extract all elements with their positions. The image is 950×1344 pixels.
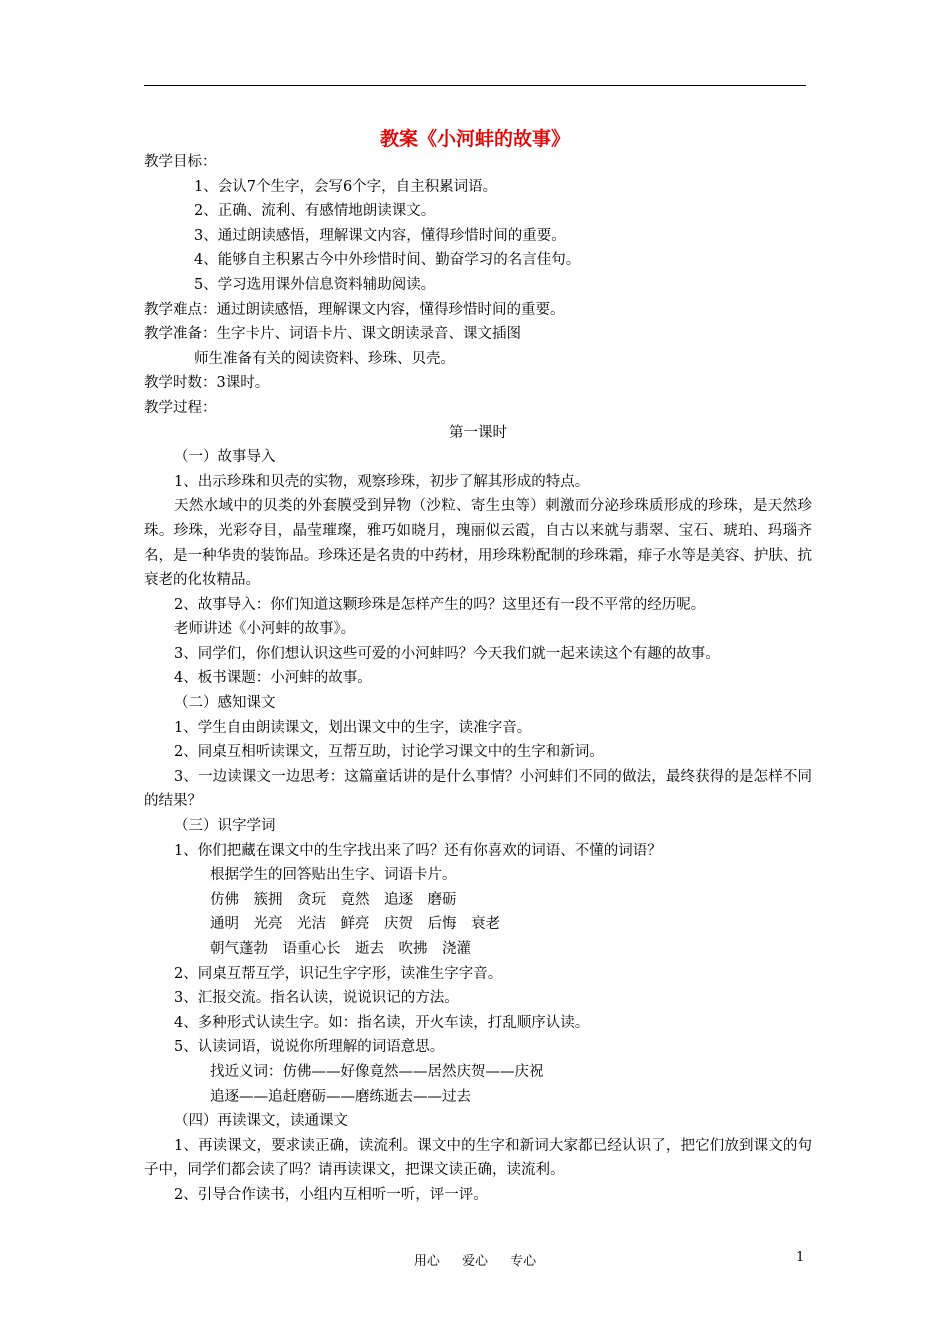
page-footer xyxy=(0,1250,950,1272)
text-line: （四）再读课文，读通课文 xyxy=(174,1113,348,1130)
text-line: （三）识字学词 xyxy=(174,818,276,835)
text-line: 第一课时 xyxy=(449,424,507,441)
footer-word-3: 专心 xyxy=(510,1254,537,1269)
text-line: 4、板书课题：小河蚌的故事。 xyxy=(174,670,372,687)
text-line: 4、能够自主积累古今中外珍惜时间、勤奋学习的名言佳句。 xyxy=(194,252,581,269)
footer-motto xyxy=(0,1250,950,1269)
footer-word-2: 爱心 xyxy=(461,1254,488,1269)
text-line: 3、汇报交流。指名认读，说说识记的方法。 xyxy=(174,990,459,1007)
text-line: 教学目标： xyxy=(144,154,217,170)
text-line: 天然水域中的贝类的外套膜受到异物（沙粒、寄生虫等）刺激而分泌珍珠质形成的珍珠，是天然珍珠。珍珠，光彩夺目，晶莹璀璨，雅巧如晓月，瑰丽似云霞，自古以来就与翡翠、宝石、琥珀、玛瑙齐名，是一种华贵的装饰品。珍珠还是名贵的中药材，用珍珠粉配制的珍珠霜，痱子水等是美容、护肤、抗衰老的化妆精品。 xyxy=(144,498,812,589)
text-line: 1、再读课文，要求读正确，读流利。课文中的生字和新词大家都已经认识了，把它们放到课文的句子中，同学们都会读了吗？请再读课文，把课文读正确，读流利。 xyxy=(144,1137,812,1179)
header-rule xyxy=(144,85,806,86)
text-line: 老师讲述《小河蚌的故事》。 xyxy=(174,621,356,638)
text-line: 根据学生的回答贴出生字、词语卡片。 xyxy=(210,867,457,884)
text-line: 教学过程： xyxy=(144,399,217,416)
text-line: （二）感知课文 xyxy=(174,695,276,712)
text-line: 教学时数：3课时。 xyxy=(144,375,270,392)
footer-word-1: 用心 xyxy=(413,1254,440,1269)
text-line: 仿佛 簇拥 贪玩 竟然 追逐 磨砺 xyxy=(210,891,457,908)
text-line: 2、同桌互相听读课文，互帮互助，讨论学习课文中的生字和新词。 xyxy=(174,744,604,761)
text-line: 1、学生自由朗读课文，划出课文中的生字，读准字音。 xyxy=(174,719,532,736)
document-body xyxy=(144,150,812,1208)
text-line: 追逐——追赶磨砺——磨练逝去——过去 xyxy=(210,1088,471,1105)
text-line: 2、同桌互帮互学，识记生字字形，读准生字字音。 xyxy=(174,965,503,982)
text-line: 找近义词：仿佛——好像竟然——居然庆贺——庆祝 xyxy=(210,1063,544,1080)
text-line: 3、通过朗读感悟，理解课文内容，懂得珍惜时间的重要。 xyxy=(194,227,566,244)
text-line: 2、故事导入：你们知道这颗珍珠是怎样产生的吗？这里还有一段不平常的经历呢。 xyxy=(174,596,706,613)
text-line: 3、一边读课文一边思考：这篇童话讲的是什么事情？小河蚌们不同的做法，最终获得的是怎样不同的结果？ xyxy=(144,768,812,810)
text-line: 朝气蓬勃 语重心长 逝去 吹拂 浇灌 xyxy=(210,941,471,957)
text-line: 3、同学们，你们想认识这些可爱的小河蚌吗？今天我们就一起来读这个有趣的故事。 xyxy=(174,645,720,662)
text-line: 1、会认7个生字，会写6个字，自主积累词语。 xyxy=(194,178,498,195)
text-line: 1、你们把藏在课文中的生字找出来了吗？还有你喜欢的词语、不懂的词语？ xyxy=(174,842,662,859)
text-line: 教学难点：通过朗读感悟，理解课文内容，懂得珍惜时间的重要。 xyxy=(144,301,565,318)
text-line: 通明 光亮 光洁 鲜亮 庆贺 后悔 衰老 xyxy=(210,916,500,933)
text-line: 5、学习选用课外信息资料辅助阅读。 xyxy=(194,276,436,293)
text-line: 1、出示珍珠和贝壳的实物，观察珍珠，初步了解其形成的特点。 xyxy=(174,473,590,490)
text-line: 2、正确、流利、有感情地朗读课文。 xyxy=(194,203,436,220)
text-line: 4、多种形式认读生字。如：指名读，开火车读，打乱顺序认读。 xyxy=(174,1014,590,1031)
document-title: 教案《小河蚌的故事》 xyxy=(379,128,570,150)
page-number: 1 xyxy=(796,1250,805,1265)
text-line: 5、认读词语，说说你所理解的词语意思。 xyxy=(174,1039,445,1056)
text-line: （一）故事导入 xyxy=(174,449,276,466)
text-line: 教学准备：生字卡片、词语卡片、课文朗读录音、课文插图 xyxy=(144,326,521,343)
text-line: 2、引导合作读书，小组内互相听一听，评一评。 xyxy=(174,1186,488,1203)
text-line: 师生准备有关的阅读资料、珍珠、贝壳。 xyxy=(194,350,455,367)
